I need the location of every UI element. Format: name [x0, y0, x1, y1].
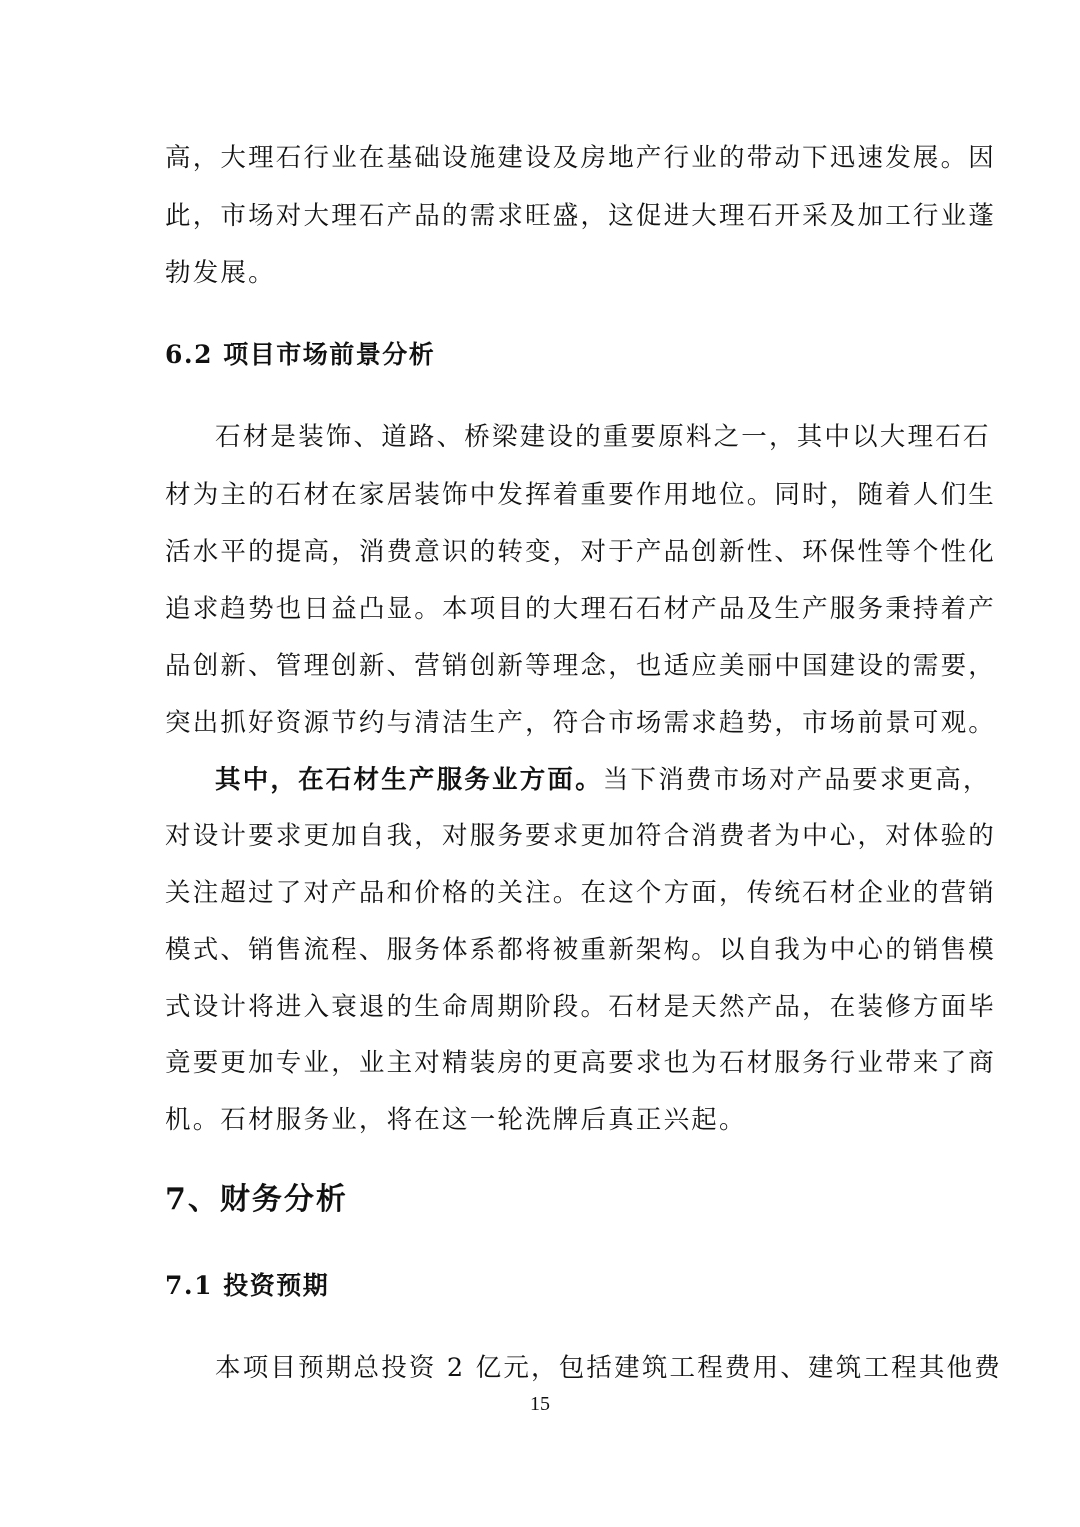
section-heading-6-2: 6.2 项目市场前景分析 [165, 340, 436, 369]
body-text-line: 材为主的石材在家居装饰中发挥着重要作用地位。同时，随着人们生 [165, 480, 997, 510]
body-text-line: 本项目预期总投资 2 亿元，包括建筑工程费用、建筑工程其他费 [215, 1353, 1002, 1383]
body-text-line: 高，大理石行业在基础设施建设及房地产行业的带动下迅速发展。因 [165, 143, 997, 173]
body-text-line: 品创新、管理创新、营销创新等理念，也适应美丽中国建设的需要， [165, 651, 997, 681]
body-text-line: 机。石材服务业，将在这一轮洗牌后真正兴起。 [165, 1105, 747, 1135]
body-text-line: 竟要更加专业，业主对精装房的更高要求也为石材服务行业带来了商 [165, 1048, 997, 1078]
bold-lead-text: 其中，在石材生产服务业方面。 [215, 765, 603, 795]
body-text-line: 此，市场对大理石产品的需求旺盛，这促进大理石开采及加工行业蓬 [165, 201, 997, 231]
body-text-line: 对设计要求更加自我，对服务要求更加符合消费者为中心，对体验的 [165, 821, 997, 851]
body-text-line: 突出抓好资源节约与清洁生产，符合市场需求趋势，市场前景可观。 [165, 708, 997, 738]
section-heading-7-1: 7.1 投资预期 [165, 1271, 330, 1300]
body-text-line: 活水平的提高，消费意识的转变，对于产品创新性、环保性等个性化 [165, 537, 997, 567]
body-text-line: 模式、销售流程、服务体系都将被重新架构。以自我为中心的销售模 [165, 935, 997, 965]
body-text-line: 式设计将进入衰退的生命周期阶段。石材是天然产品，在装修方面毕 [165, 992, 997, 1022]
page-number: 15 [530, 1393, 550, 1415]
body-text-line [215, 763, 991, 797]
body-text-span: 当下消费市场对产品要求更高， [602, 765, 991, 795]
section-heading-7: 7、财务分析 [165, 1182, 348, 1217]
body-text-line: 关注超过了对产品和价格的关注。在这个方面，传统石材企业的营销 [165, 878, 997, 908]
body-text-line: 追求趋势也日益凸显。本项目的大理石石材产品及生产服务秉持着产 [165, 594, 997, 624]
body-text-line: 石材是装饰、道路、桥梁建设的重要原料之一，其中以大理石石 [215, 422, 991, 452]
body-text-line: 勃发展。 [165, 258, 276, 288]
